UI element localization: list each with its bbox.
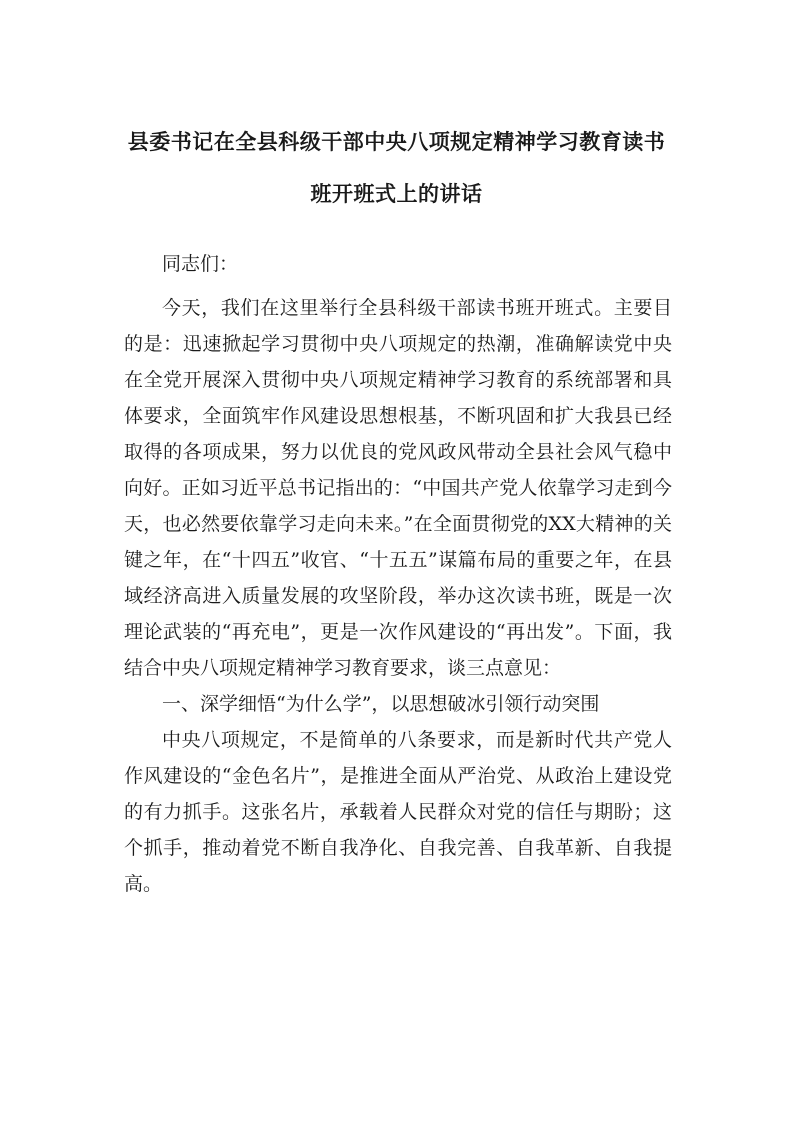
paragraph-section-1: 中央八项规定，不是简单的八条要求，而是新时代共产党人作风建设的“金色名片”，是推进全面从严治党、从政治上建设党的有力抓手。这张名片，承载着人民群众对党的信任与期盼；这个抓手，推动着党不断自我净化、自我完善、自我革新、自我提高。: [124, 729, 672, 895]
section-heading-1: 一、深学细悟“为什么学”，以思想破冰引领行动突围: [162, 693, 600, 715]
paragraph-intro: 今天，我们在这里举行全县科级干部读书班开班式。主要目的是：迅速掀起学习贯彻中央八项规定的热潮，准确解读党中央在全党开展深入贯彻中央八项规定精神学习教育的系统部署和具体要求，全面筑牢作风建设思想根基，不断巩固和扩大我县已经取得的各项成果，努力以优良的党风政风带动全县社会风气稳中向好。正如习近平总书记指出的：“中国共产党人依靠学习走到今天，也必然要依靠学习走向未来。”在全面贯彻党的XX大精神的关键之年，在“十四五”收官、“十五五”谋篇布局的重要之年，在县域经济高进入质量发展的攻坚阶段，举办这次读书班，既是一次理论武装的“再充电”，更是一次作风建设的“再出发”。下面，我结合中央八项规定精神学习教育要求，谈三点意见：: [124, 297, 672, 679]
document-title-line-2: 班开班式上的讲话: [310, 182, 483, 206]
document-body: [124, 246, 672, 902]
document-title-line-1: 县委书记在全县科级干部中央八项规定精神学习教育读书: [127, 130, 666, 154]
salutation: 同志们：: [162, 253, 239, 275]
